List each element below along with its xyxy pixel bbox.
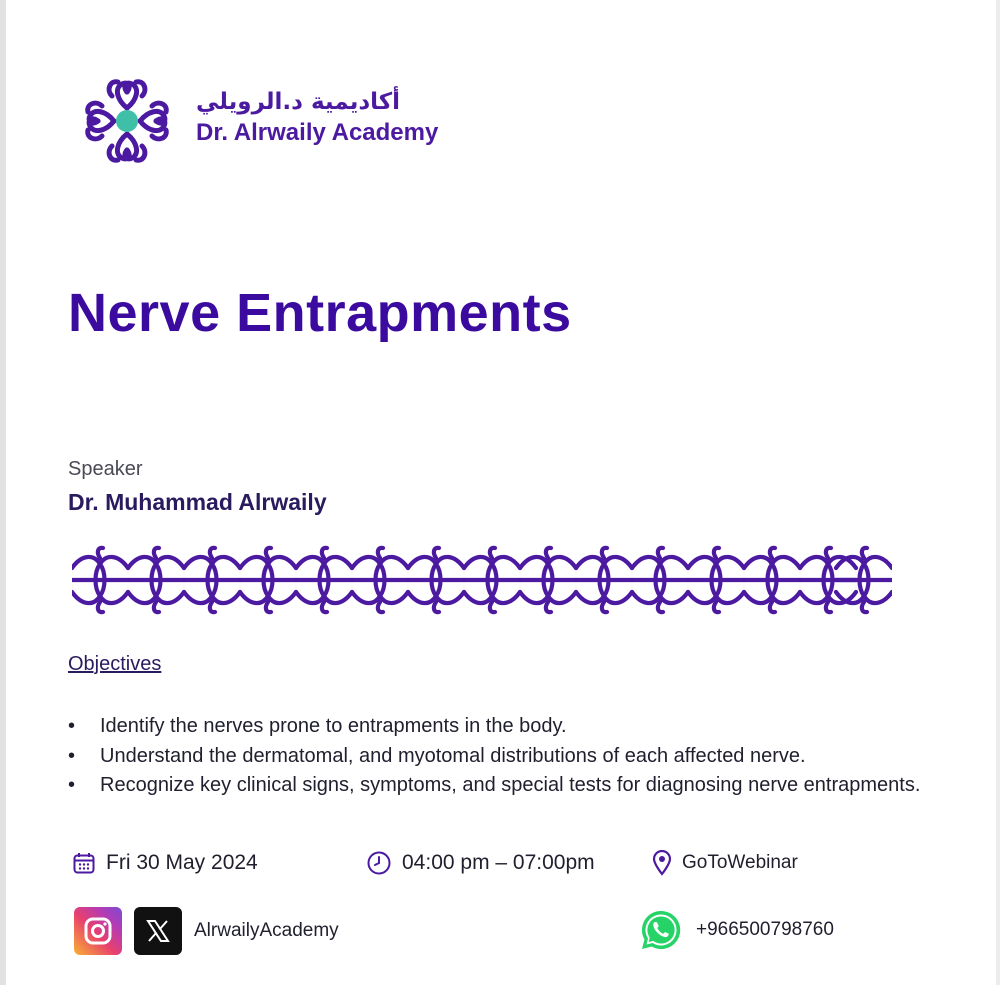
page-title: Nerve Entrapments xyxy=(68,283,572,343)
speaker-label: Speaker xyxy=(68,458,143,480)
social-handle[interactable]: AlrwailyAcademy xyxy=(194,920,339,941)
x-icon[interactable] xyxy=(134,907,182,955)
location-pin-icon xyxy=(652,850,672,876)
event-date xyxy=(72,848,258,878)
calendar-icon xyxy=(72,851,96,875)
objectives-list xyxy=(68,712,948,801)
social-block xyxy=(74,907,339,955)
clock-icon xyxy=(366,850,392,876)
brand-block xyxy=(196,88,438,148)
whatsapp-icon[interactable] xyxy=(638,907,684,953)
event-date-text: Fri 30 May 2024 xyxy=(106,851,258,874)
event-platform-text: GoToWebinar xyxy=(682,852,798,873)
page-edge-right xyxy=(996,0,1000,985)
list-item: • Understand the dermatomal, and myotomal distributions of each affected nerve. xyxy=(68,744,806,767)
phone-number[interactable]: +966500798760 xyxy=(696,919,834,940)
instagram-icon[interactable] xyxy=(74,907,122,955)
event-platform xyxy=(652,848,798,878)
whatsapp-block xyxy=(638,907,834,953)
event-time-text: 04:00 pm – 07:00pm xyxy=(402,851,595,874)
brand-english-name: Dr. Alrwaily Academy xyxy=(196,119,439,146)
objectives-heading: Objectives xyxy=(68,653,162,675)
list-item: • Identify the nerves prone to entrapments in the body. xyxy=(68,715,567,737)
event-time xyxy=(366,848,595,878)
speaker-name: Dr. Muhammad Alrwaily xyxy=(68,489,327,515)
list-item: • Recognize key clinical signs, symptoms, and special tests for diagnosing nerve entrapments. xyxy=(68,774,921,796)
decorative-pattern-icon xyxy=(72,544,892,616)
brand-arabic-name: أكاديمية د.الرويلي xyxy=(196,89,401,115)
academy-logo-icon xyxy=(72,66,182,176)
flyer-page xyxy=(6,0,996,985)
